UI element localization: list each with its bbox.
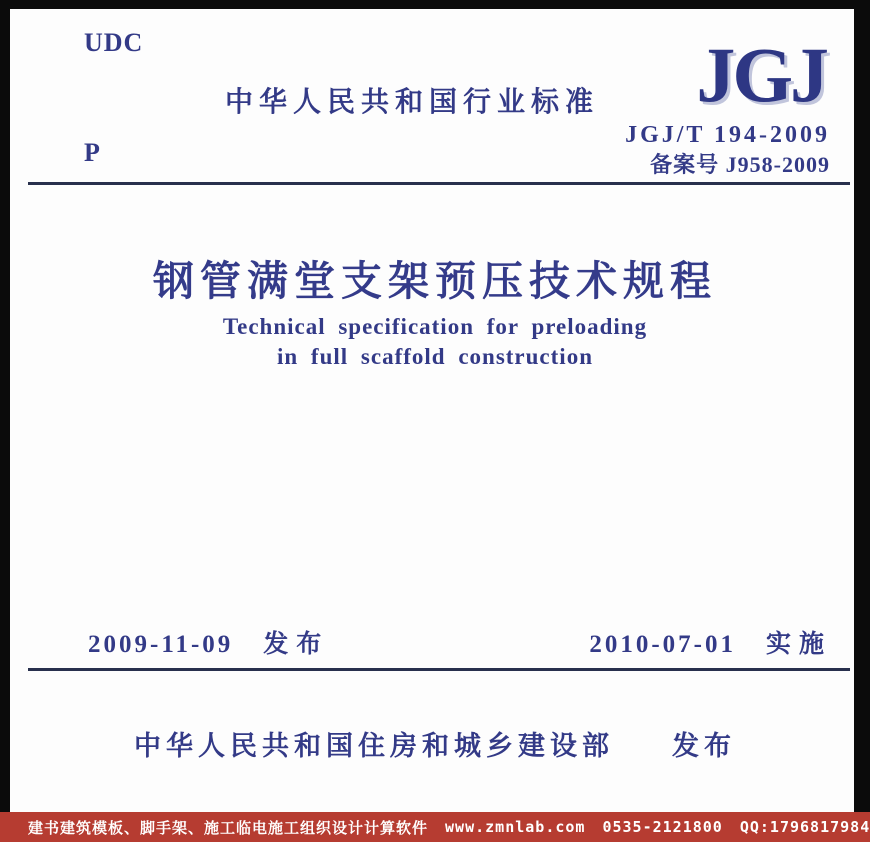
issue-date-group [88, 624, 329, 660]
footer-ad-banner [0, 812, 870, 842]
scan-border-top [0, 0, 870, 9]
ad-website: www.zmnlab.com [445, 818, 586, 836]
dates-row [88, 624, 832, 660]
title-english-line1: Technical specification for preloading [222, 314, 648, 339]
standard-code: JGJ/T 194-2009 [625, 122, 830, 148]
publisher-row [0, 724, 870, 763]
scan-border-left [0, 0, 10, 813]
ad-text: 建书建筑模板、脚手架、施工临电施工组织设计计算软件 [28, 819, 429, 837]
title-english-line2: in full scaffold construction [277, 344, 593, 369]
jgj-logo: JGJ [696, 31, 826, 118]
ad-qq: QQ:1796817984 [739, 818, 870, 836]
publisher-label: 发布 [672, 731, 736, 761]
scan-border-right [854, 0, 870, 813]
issue-label: 发布 [263, 631, 330, 658]
publisher-name: 中华人民共和国住房和城乡建设部 [134, 731, 614, 761]
divider-top [28, 182, 850, 185]
classification-code: P [84, 138, 100, 167]
record-number: 备案号 J958-2009 [650, 152, 830, 177]
ad-phone: 0535-2121800 [602, 818, 723, 836]
implement-date: 2010-07-01 [589, 631, 736, 658]
udc-label: UDC [84, 28, 144, 57]
issue-date: 2009-11-09 [88, 631, 234, 658]
divider-bottom [28, 668, 850, 671]
implement-date-group [589, 624, 832, 660]
title-chinese: 钢管满堂支架预压技术规程 [153, 258, 717, 304]
implement-label: 实施 [765, 631, 832, 658]
standard-category: 中华人民共和国行业标准 [224, 87, 599, 118]
